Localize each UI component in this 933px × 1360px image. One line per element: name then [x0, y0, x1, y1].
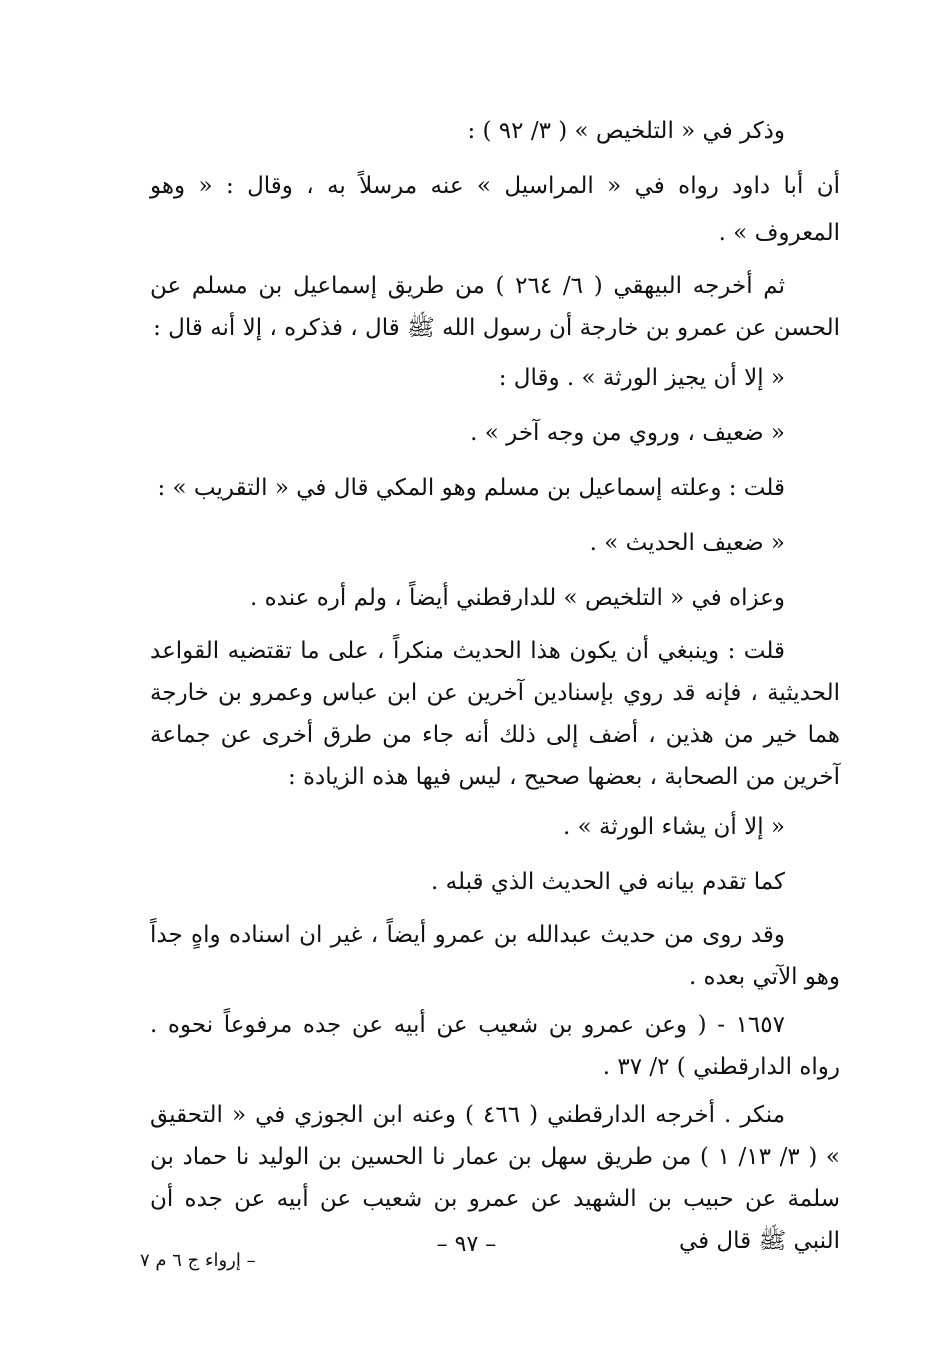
paragraph-previous-hadith: كما تقدم بيانه في الحديث الذي قبله . [431, 869, 785, 895]
paragraph-munkar-discussion: قلت : وينبغي أن يكون هذا الحديث منكراً ، على ما تقتضيه القواعد الحديثية ، فإنه قد روي بإسنادين آخرين عن ابن عباس وعمرو بن خارجة هما خير من هذين ، أضف إلى ذلك أنه جاء من طرق أخرى عن جماعة آخرين من الصحابة ، بعضها صحيح ، ليس فيها هذه الزيادة : [150, 638, 840, 790]
paragraph-quote-weak: « ضعيف ، وروي من وجه آخر » . [470, 420, 785, 446]
volume-signature-mark: – إرواء ج ٦ م ٧ [140, 1250, 256, 1271]
paragraph-bayhaqi-source: ثم أخرجه البيهقي ( ٦/ ٢٦٤ ) من طريق إسماعيل بن مسلم عن الحسن عن عمرو بن خارجة أن رسول الله ﷺ قال ، فذكره ، إلا أنه قال : [150, 273, 840, 341]
paragraph-abdullah-ibn-amr: وقد روى من حديث عبدالله بن عمرو أيضاً ، غير ان اسناده واهٍ جداً وهو الآتي بعده . [150, 922, 840, 990]
paragraph-talkhis-citation: وذكر في « التلخيص » ( ٣/ ٩٢ ) : [467, 118, 785, 144]
paragraph-ismail-illness: قلت : وعلته إسماعيل بن مسلم وهو المكي قال في « التقريب » : [157, 475, 785, 501]
paragraph-munkar-takhrij: منكر . أخرجه الدارقطني ( ٤٦٦ ) وعنه ابن الجوزي في « التحقيق » ( ٣/ ١٣/ ١ ) من طريق سهل بن عمار نا الحسين بن الوليد نا حماد بن سلمة عن حبيب بن الشهيد عن عمرو بن شعيب عن أبيه عن جده أن النبي ﷺ قال في [150, 1102, 840, 1254]
paragraph-quote-heirs-permit: « إلا أن يجيز الورثة » . وقال : [498, 365, 785, 391]
paragraph-daraqutni-attribution: وعزاه في « التلخيص » للدارقطني أيضاً ، ولم أره عنده . [249, 585, 785, 611]
body-text [150, 108, 840, 1268]
paragraph-hadith-1657: ١٦٥٧ - ( وعن عمرو بن شعيب عن أبيه عن جده مرفوعاً نحوه . رواه الدارقطني ) ٢/ ٣٧ . [150, 1012, 840, 1080]
paragraph-marasil-quote: أن أبا داود رواه في « المراسيل » عنه مرسلاً به ، وقال : « وهو المعروف » . [150, 173, 840, 246]
page-footer [0, 1232, 933, 1271]
paragraph-quote-heirs-wish: « إلا أن يشاء الورثة » . [563, 814, 785, 840]
page-number: – ٩٧ – [436, 1232, 497, 1257]
paragraph-quote-weak-hadith: « ضعيف الحديث » . [589, 530, 785, 556]
